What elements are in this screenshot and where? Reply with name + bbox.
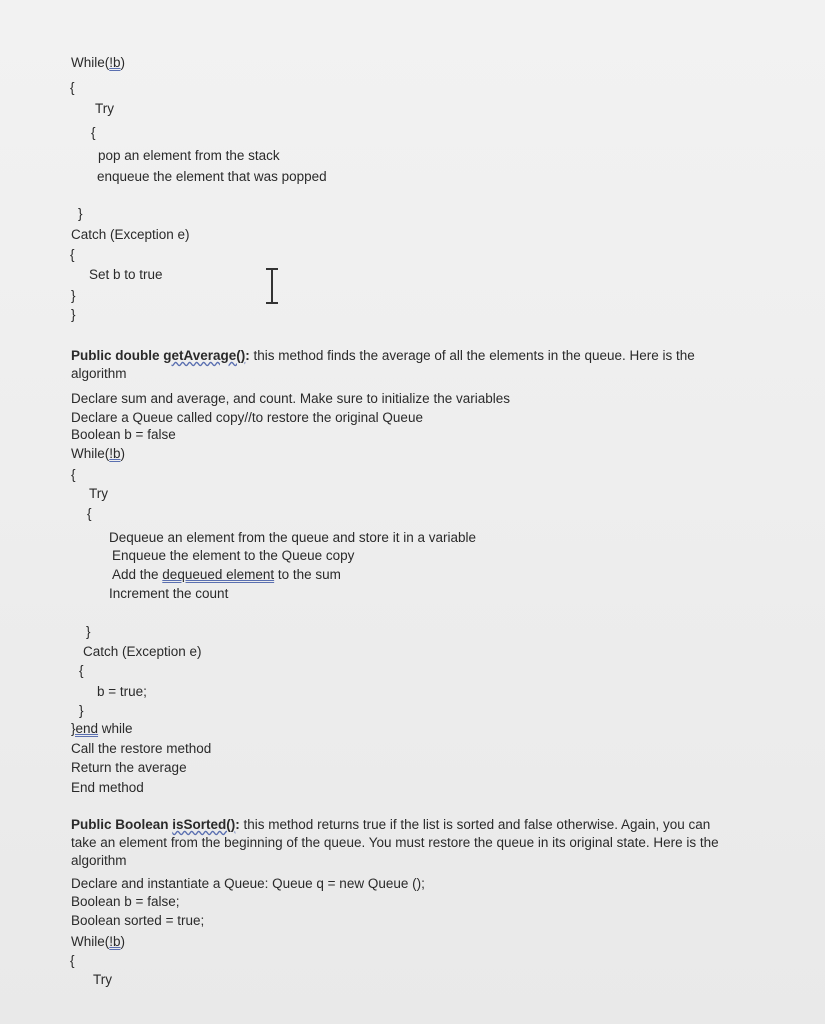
catch-line: Catch (Exception e) xyxy=(83,644,202,659)
open-brace: { xyxy=(87,506,92,521)
try-keyword: Try xyxy=(93,972,112,987)
end-while-line: }end while xyxy=(71,721,133,736)
open-brace: { xyxy=(71,467,76,482)
open-brace: { xyxy=(70,953,75,968)
open-brace: { xyxy=(70,247,75,262)
enqueue-step: enqueue the element that was popped xyxy=(97,169,327,184)
algo-step: Call the restore method xyxy=(71,741,212,756)
algo-step: Declare sum and average, and count. Make sure to initialize the variables xyxy=(71,391,510,406)
open-brace: { xyxy=(79,663,84,678)
loop-step: Enqueue the element to the Queue copy xyxy=(112,548,355,563)
open-brace: { xyxy=(91,125,96,140)
catch-line: Catch (Exception e) xyxy=(71,227,190,242)
set-b-step: Set b to true xyxy=(89,267,163,282)
algo-step: End method xyxy=(71,780,144,795)
close-brace: } xyxy=(71,288,76,303)
algo-step: Declare a Queue called copy//to restore the original Queue xyxy=(71,410,423,425)
try-keyword: Try xyxy=(95,101,114,116)
is-sorted-description: Public Boolean isSorted(): this method returns true if the list is sorted and false otherwise. Again, you can take an element from the beginning of the queue. You must restore the queue in its original state. Here is the algorithm xyxy=(71,817,719,868)
try-keyword: Try xyxy=(89,486,108,501)
algo-step: Boolean b = false; xyxy=(71,894,180,909)
b-true-step: b = true; xyxy=(97,684,147,699)
close-brace: } xyxy=(86,624,91,639)
close-brace: } xyxy=(71,307,76,322)
close-brace: } xyxy=(78,206,83,221)
while-line: While(!b) xyxy=(71,446,126,461)
algo-step: Return the average xyxy=(71,760,187,775)
while-line: While(!b) xyxy=(71,55,126,70)
while-line: While(!b) xyxy=(71,934,126,949)
loop-step: Increment the count xyxy=(109,586,229,601)
text-cursor-icon xyxy=(260,266,284,306)
loop-step: Dequeue an element from the queue and store it in a variable xyxy=(109,530,476,545)
loop-step: Add the dequeued element to the sum xyxy=(112,567,341,582)
algo-step: Boolean sorted = true; xyxy=(71,913,205,928)
pop-step: pop an element from the stack xyxy=(98,148,280,163)
get-average-description: Public double getAverage(): this method finds the average of all the elements in the queue. Here is the algorithm xyxy=(71,348,695,381)
open-brace: { xyxy=(70,80,75,95)
close-brace: } xyxy=(79,703,84,718)
algo-step: Declare and instantiate a Queue: Queue q = new Queue (); xyxy=(71,876,425,891)
algo-step: Boolean b = false xyxy=(71,427,176,442)
